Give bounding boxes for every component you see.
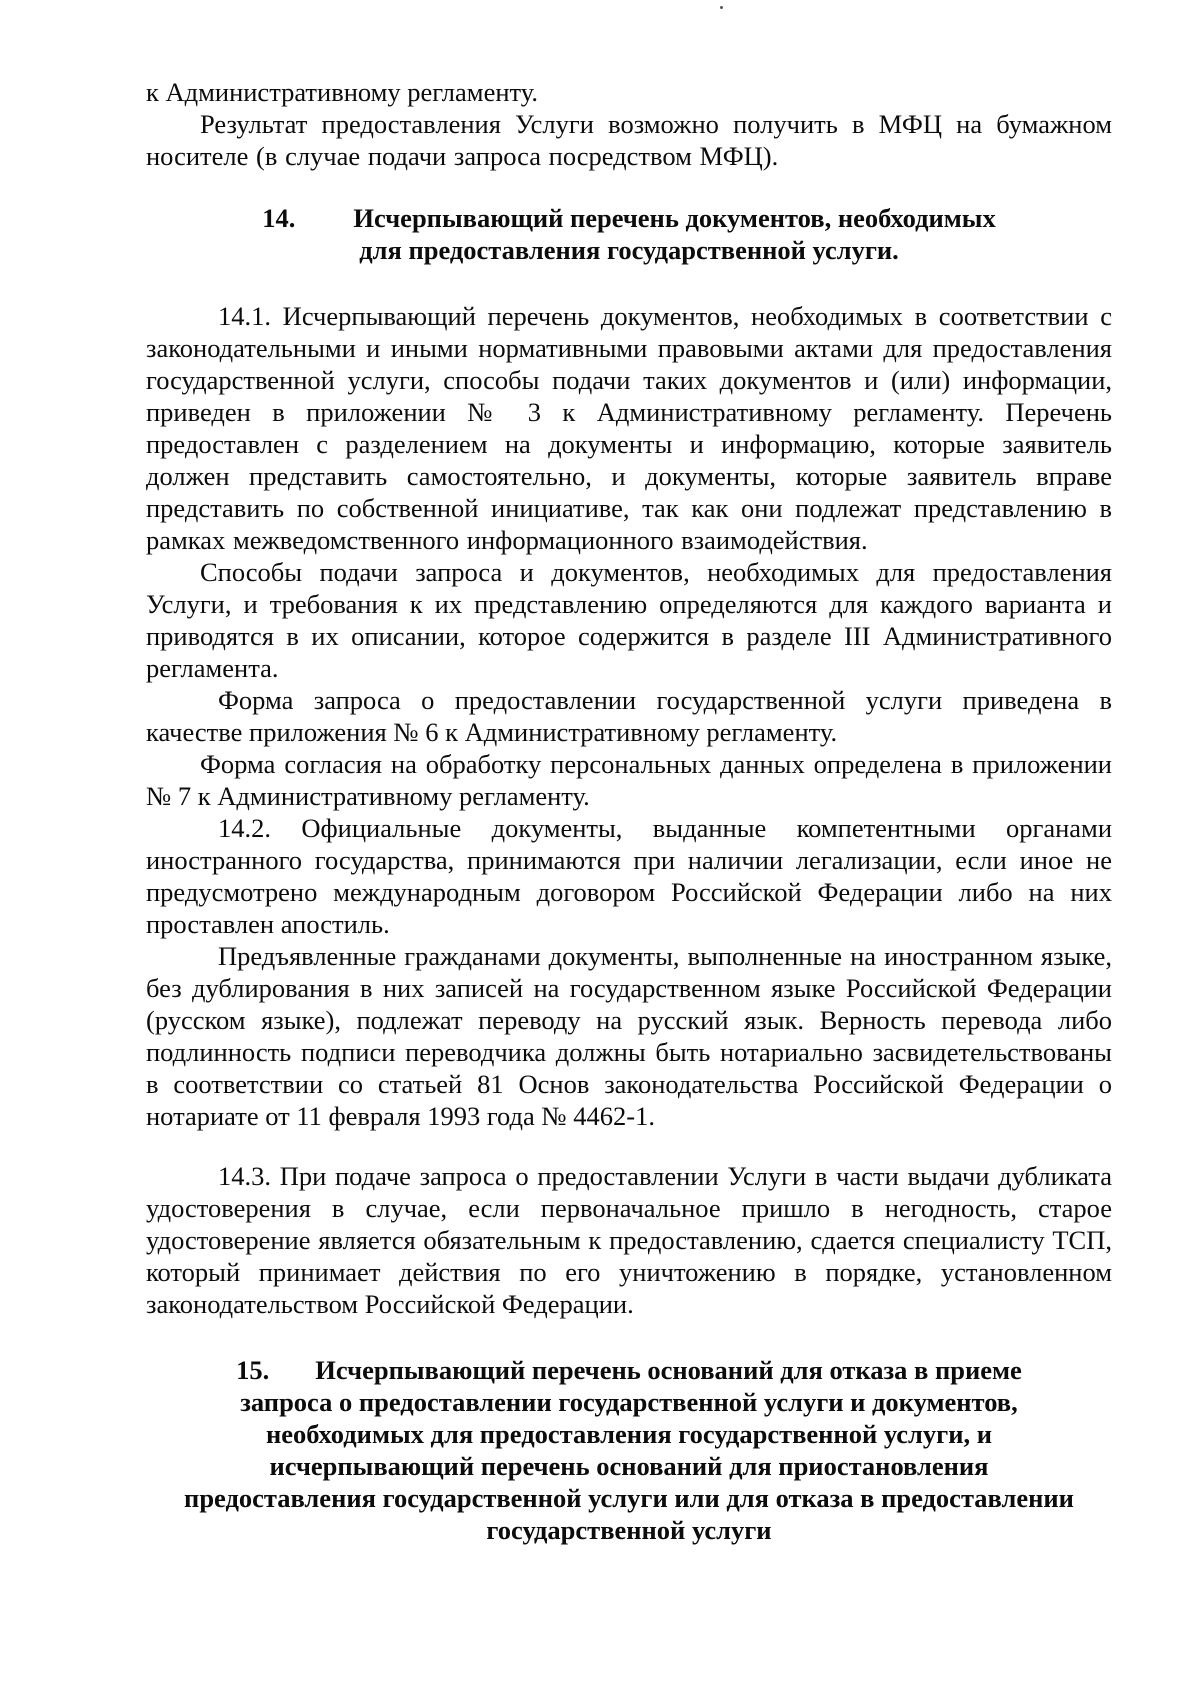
section-14-title-line1: Исчерпывающий перечень документов, необходимых bbox=[353, 203, 996, 233]
paragraph-translation: Предъявленные гражданами документы, выполненные на иностранном языке, без дублирования в них записей на государственном языке Российской Федерации (русском языке), подлежат переводу на русский язык. Верность перевода либо подлинность подписи переводчика должны быть нотариально засвидетельствованы в соответствии со статьей 81 Основ законодательства Российской Федерации о нотариате от 11 февраля 1993 года № 4462-1. bbox=[146, 941, 1112, 1131]
section-15-title-line4: исчерпывающий перечень оснований для приостановления bbox=[269, 1451, 989, 1481]
paragraph-submission-methods: Способы подачи запроса и документов, необходимых для предоставления Услуги, и требования к их представлению определяются для каждого варианта и приводятся в их описании, которое содержится в разделе III Административного регламента. bbox=[146, 557, 1112, 683]
document-body bbox=[146, 76, 1112, 1546]
section-15-title-line3: необходимых для предоставления государственной услуги, и bbox=[266, 1419, 992, 1449]
section-14-heading bbox=[146, 202, 1112, 266]
section-14-number: 14. bbox=[262, 203, 296, 233]
section-15-title-line2: запроса о предоставлении государственной услуги и документов, bbox=[240, 1387, 1018, 1417]
section-15-title-line1: Исчерпывающий перечень оснований для отказа в приеме bbox=[315, 1355, 1022, 1385]
section-15-title-line5: предоставления государственной услуги или для отказа в предоставлении bbox=[184, 1483, 1074, 1513]
paragraph-consent-form: Форма согласия на обработку персональных данных определена в приложении № 7 к Административному регламенту. bbox=[146, 749, 1112, 811]
scan-speck bbox=[720, 6, 723, 9]
paragraph-request-form: Форма запроса о предоставлении государственной услуги приведена в качестве приложения № 6 к Административному регламенту. bbox=[146, 685, 1112, 747]
paragraph-14-2: 14.2. Официальные документы, выданные компетентными органами иностранного государства, принимаются при наличии легализации, если иное не предусмотрено международным договором Российской Федерации либо на них проставлен апостиль. bbox=[146, 813, 1112, 939]
section-15-heading bbox=[146, 1354, 1112, 1546]
intro-line: к Административному регламенту. bbox=[146, 77, 538, 107]
section-15-title-line6: государственной услуги bbox=[486, 1515, 772, 1545]
section-15-number: 15. bbox=[236, 1355, 270, 1385]
paragraph-14-1: 14.1. Исчерпывающий перечень документов, необходимых в соответствии с законодательными и иными нормативными правовыми актами для предоставления государственной услуги, способы подачи таких документов и (или) информации, приведен в приложении № 3 к Административному регламенту. Перечень предоставлен с разделением на документы и информацию, которые заявитель должен представить самостоятельно, и документы, которые заявитель вправе представить по собственной инициативе, так как они подлежат представлению в рамках межведомственного информационного взаимодействия. bbox=[146, 301, 1112, 555]
paragraph-14-3: 14.3. При подаче запроса о предоставлении Услуги в части выдачи дубликата удостоверения в случае, если первоначальное пришло в негодность, старое удостоверение является обязательным к предоставлению, сдается специалисту ТСП, который принимает действия по его уничтожению в порядке, установленном законодательством Российской Федерации. bbox=[146, 1161, 1112, 1319]
section-14-title-line2: для предоставления государственной услуги. bbox=[359, 235, 899, 265]
intro-paragraph: Результат предоставления Услуги возможно получить в МФЦ на бумажном носителе (в случае подачи запроса посредством МФЦ). bbox=[146, 109, 1112, 171]
